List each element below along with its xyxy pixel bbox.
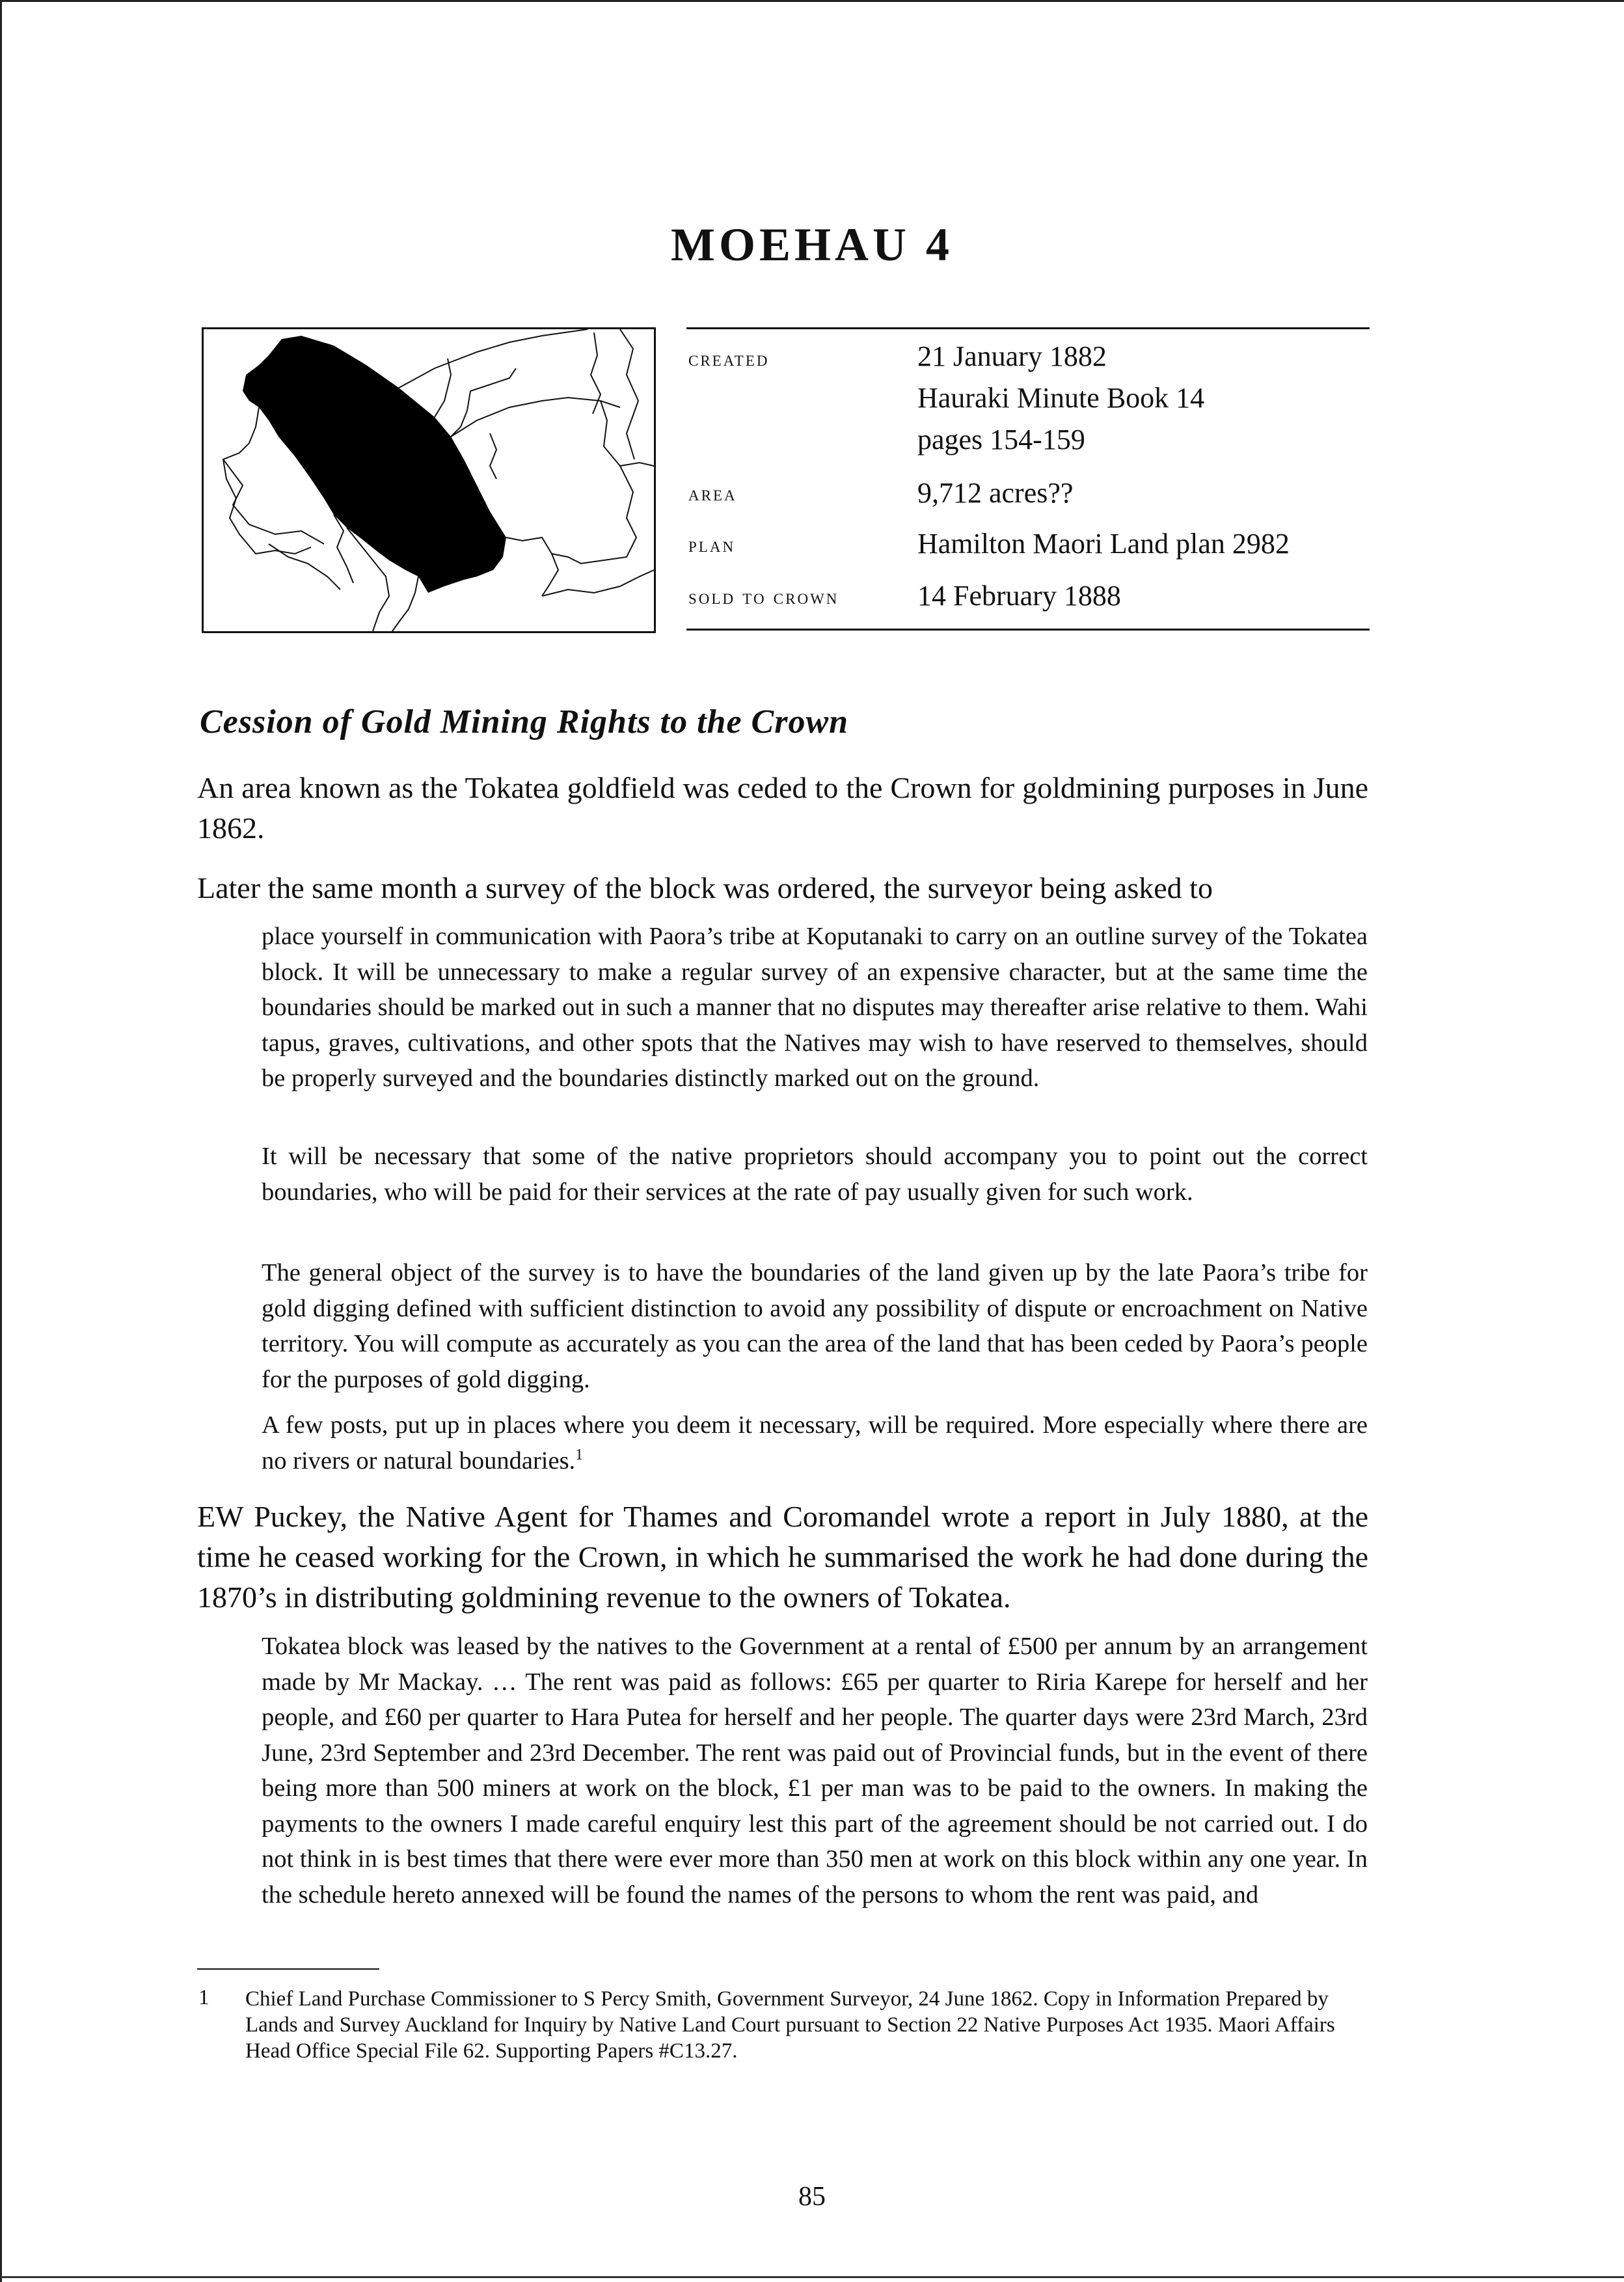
sold-to-crown-label: sold to crown (688, 586, 839, 609)
scan-edge-left (0, 0, 2, 2282)
quote-native-proprietors: It will be necessary that some of the native proprietors should accompany you to point out the correct boundaries, who will be paid for their services at the rate of pay usually given for such work. (262, 1143, 1368, 1206)
sold-to-crown-value: 14 February 1888 (917, 580, 1121, 612)
created-label: created (688, 347, 770, 371)
footnote-rule (197, 1968, 379, 1970)
plan-value: Hamilton Maori Land plan 2982 (917, 528, 1290, 560)
footnote-text: Chief Land Purchase Commissioner to S Percy Smith, Government Surveyor, 24 June 1862. Copy in Information Prepared by Lands and Survey Auckland for Inquiry by Native Land Court pursuant to Section 22 Native Purposes Act 1935. Maori Affairs Head Office Special File 62. Supporting Papers #C13.27. (245, 1987, 1335, 2063)
section-heading: Cession of Gold Mining Rights to the Crown (200, 703, 849, 740)
moehau-4-block-shape (243, 336, 506, 593)
created-line-1: 21 January 1882 (917, 340, 1107, 372)
page-title: MOEHAU 4 (671, 219, 953, 271)
page-number: 85 (798, 2182, 826, 2212)
quote-posts-text: A few posts, put up in places where you deem it necessary, will be required. More especially where there are no rivers or natural boundaries. (262, 1411, 1368, 1474)
footnote-number: 1 (198, 1986, 210, 2009)
scan-edge-top (0, 0, 1624, 2)
paragraph-goldfield-cession: An area known as the Tokatea goldfield was ceded to the Crown for goldmining purposes in June 1862. (197, 771, 1368, 845)
details-top-rule (686, 327, 1370, 329)
quote-tokatea-lease: Tokatea block was leased by the natives to the Government at a rental of £500 per annum by an arrangement made by Mr Mackay. … The rent was paid as follows: £65 per quarter to Riria Karepe for herself and her people, and £60 per quarter to Hara Putea for herself and her people. The quarter days were 23rd March, 23rd June, 23rd September and 23rd December. The rent was paid out of Provincial funds, but in the event of there being more than 500 miners at work on the block, £1 per man was to be paid to the owners. In making the payments to the owners I made careful enquiry lest this part of the agreement should be not carried out. I do not think in is best times that there were ever more than 350 men at work on this block within any one year. In the schedule hereto annexed will be found the names of the persons to whom the rent was paid, and (262, 1633, 1368, 1908)
details-bottom-rule (686, 629, 1370, 631)
paragraph-survey-ordered: Later the same month a survey of the block was ordered, the surveyor being asked to (197, 871, 1213, 904)
area-label: area (688, 482, 737, 506)
scan-edge-bottom (0, 2276, 1624, 2278)
plan-label: plan (688, 534, 736, 557)
area-value: 9,712 acres?? (917, 477, 1074, 509)
locator-map (202, 327, 656, 633)
quote-survey-object: The general object of the survey is to have the boundaries of the land given up by the late Paora’s tribe for gold digging defined with sufficient distinction to avoid any possibility of dispute or encroachment on Native territory. You will compute as accurately as you can the area of the land that has been ceded by Paora’s people for the purposes of gold digging. (262, 1259, 1368, 1393)
quote-posts (262, 1407, 1368, 1478)
paragraph-puckey-report: EW Puckey, the Native Agent for Thames and Coromandel wrote a report in July 1880, at the time he ceased working for the Crown, in which he summarised the work he had done during the 1870’s in distributing goldmining revenue to the owners of Tokatea. (197, 1500, 1368, 1614)
quote-survey-instructions: place yourself in communication with Paora’s tribe at Koputanaki to carry on an outline survey of the Tokatea block. It will be unnecessary to make a regular survey of an expensive character, but at the same time the boundaries should be marked out in such a manner that no disputes may thereafter arise relative to them. Wahi tapus, graves, cultivations, and other spots that the Natives may wish to have reserved to themselves, should be properly surveyed and the boundaries distinctly marked out on the ground. (262, 923, 1368, 1092)
created-line-2: Hauraki Minute Book 14 (917, 382, 1205, 414)
created-line-3: pages 154-159 (917, 424, 1085, 455)
footnote-reference: 1 (575, 1446, 584, 1463)
block-map-drawing (204, 329, 654, 631)
